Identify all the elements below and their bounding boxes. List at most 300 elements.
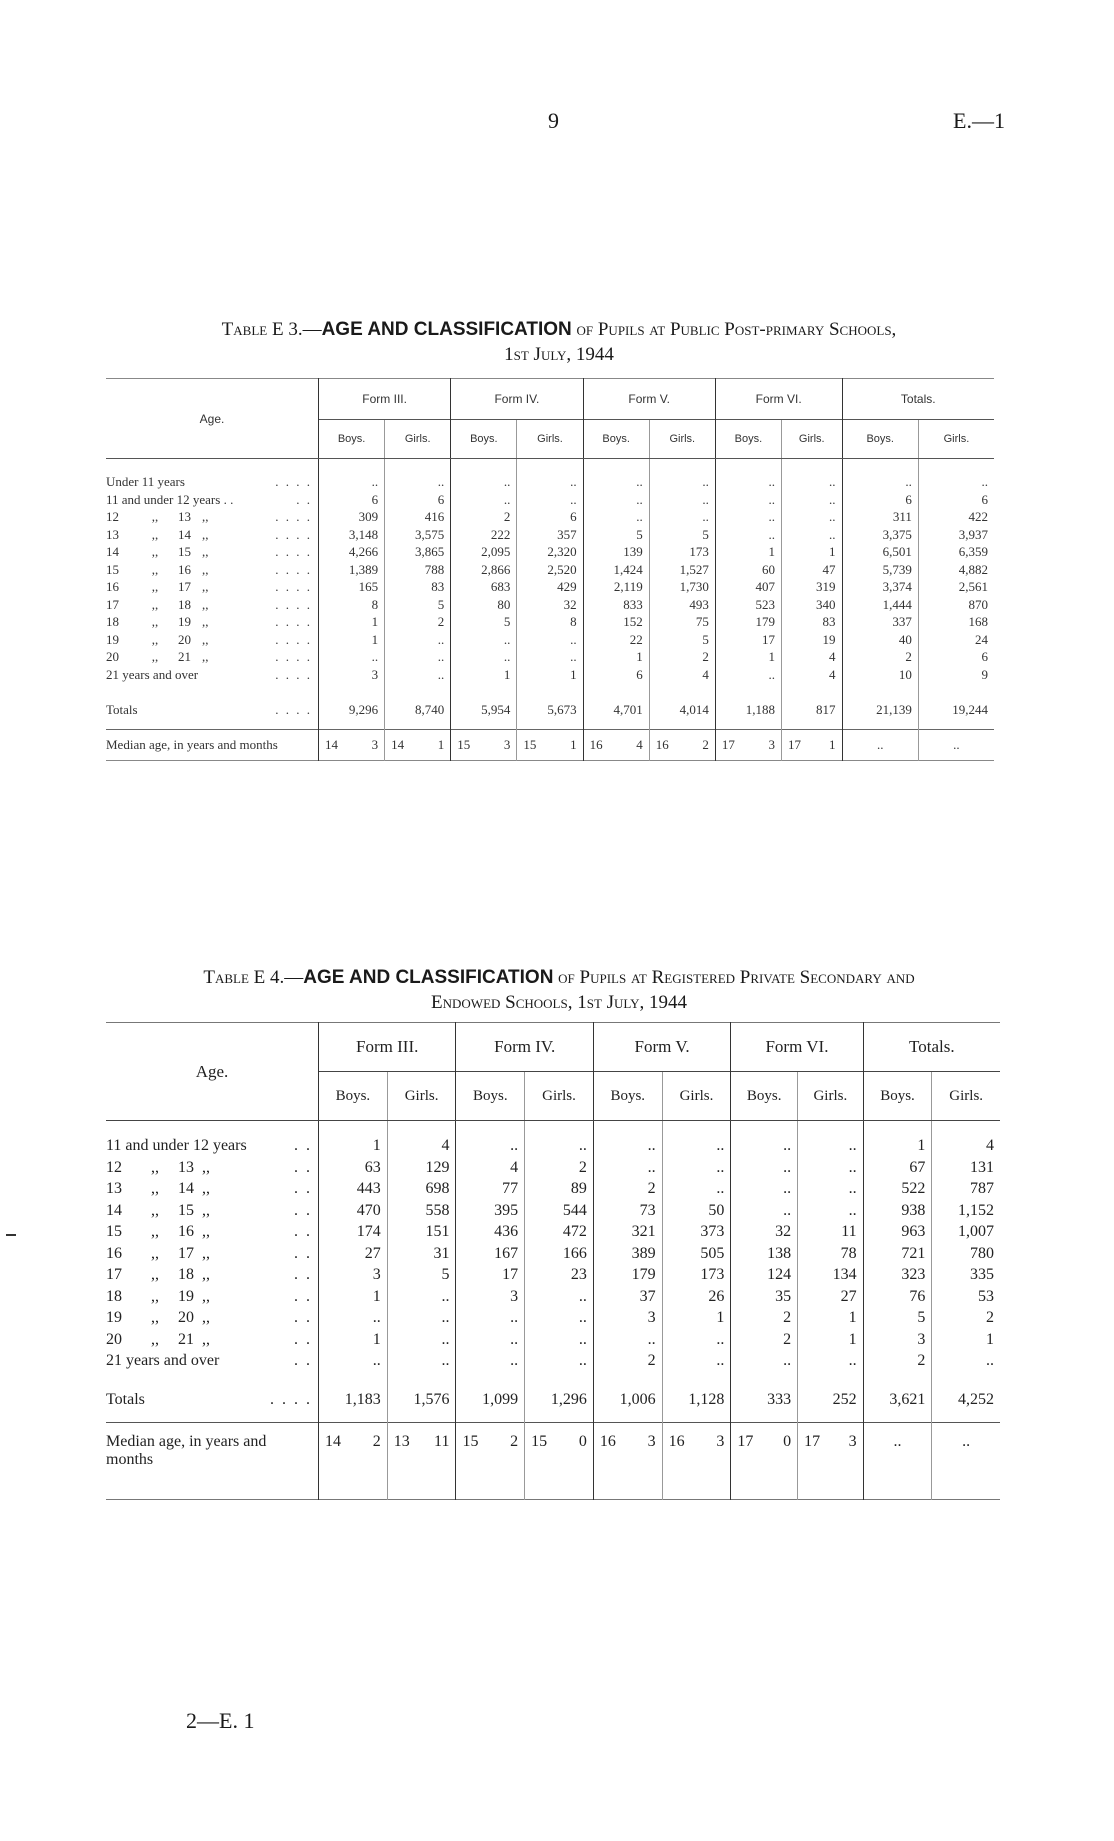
- total-value: 1,128: [662, 1372, 731, 1423]
- table-row: [106, 1121, 1000, 1157]
- boys-value: 309: [319, 508, 385, 526]
- boys-value: ..: [319, 1307, 388, 1329]
- boys-value: 63: [319, 1157, 388, 1179]
- boys-value: ..: [715, 526, 781, 544]
- girls-value: 6,359: [918, 543, 994, 561]
- girls-value: 5: [649, 631, 715, 649]
- girls-value: 134: [798, 1264, 864, 1286]
- age-from: 19: [106, 1309, 122, 1326]
- boys-value: 3: [593, 1307, 662, 1329]
- girls-value: 168: [918, 613, 994, 631]
- table-e4-title: [100, 966, 1018, 1015]
- girls-value: ..: [918, 459, 994, 491]
- median-value: [863, 1422, 932, 1499]
- boys-value: 522: [863, 1178, 932, 1200]
- girls-value: ..: [798, 1200, 864, 1222]
- girls-value: 787: [932, 1178, 1000, 1200]
- age-label: [106, 508, 319, 526]
- form-header: Form III.: [319, 1023, 456, 1072]
- total-value: 9,296: [319, 683, 385, 730]
- ditto-mark: ,,: [151, 509, 159, 524]
- table-row: [106, 666, 994, 684]
- age-label: [106, 631, 319, 649]
- girls-value: 1: [517, 666, 583, 684]
- age-to: 18: [178, 596, 191, 612]
- girls-value: 6: [918, 491, 994, 509]
- age-to: 21: [178, 649, 191, 664]
- total-value: 1,188: [715, 683, 781, 730]
- girls-value: 2,561: [918, 578, 994, 596]
- boys-subheader: Boys.: [319, 1072, 388, 1121]
- median-years: 17: [721, 737, 735, 752]
- girls-subheader: Girls.: [798, 1072, 864, 1121]
- girls-value: ..: [662, 1178, 731, 1200]
- age-label: [106, 543, 319, 561]
- girls-value: 422: [918, 508, 994, 526]
- median-value: [456, 1422, 525, 1499]
- total-value: 4,252: [932, 1372, 1000, 1423]
- girls-value: 505: [662, 1243, 731, 1265]
- age-to: 13: [178, 509, 191, 524]
- age-to: 20: [178, 1309, 194, 1326]
- boys-value: ..: [451, 631, 517, 649]
- age-from: 20: [106, 649, 119, 664]
- ditto-mark: ,,: [151, 596, 159, 612]
- ditto-mark: ,,: [151, 614, 159, 629]
- total-value: 21,139: [842, 683, 918, 730]
- ditto-mark: ,,: [202, 1180, 210, 1197]
- boys-value: 138: [731, 1243, 798, 1265]
- boys-value: 683: [451, 578, 517, 596]
- total-value: 5,954: [451, 683, 517, 730]
- boys-value: 124: [731, 1264, 798, 1286]
- median-value: [798, 1422, 864, 1499]
- age-label: [106, 459, 319, 491]
- table-row: [106, 543, 994, 561]
- age-to: 18: [178, 1266, 194, 1283]
- boys-value: 37: [593, 1286, 662, 1308]
- girls-value: 4: [781, 666, 842, 684]
- girls-value: 19: [781, 631, 842, 649]
- boys-value: 323: [863, 1264, 932, 1286]
- age-text: Under 11 years: [106, 474, 185, 489]
- median-value: [319, 1422, 388, 1499]
- ditto-mark: ,,: [151, 1223, 159, 1240]
- girls-value: 1: [932, 1329, 1000, 1351]
- table-row: [106, 561, 994, 579]
- age-to: 21: [178, 1330, 194, 1348]
- girls-value: 3,575: [385, 526, 451, 544]
- boys-value: 222: [451, 526, 517, 544]
- totals-label: [106, 683, 319, 730]
- girls-value: 173: [662, 1264, 731, 1286]
- boys-value: 1: [863, 1121, 932, 1157]
- boys-value: ..: [593, 1121, 662, 1157]
- table-e4: [106, 1022, 1000, 1500]
- median-empty: ..: [893, 1432, 902, 1450]
- boys-value: 5: [583, 526, 649, 544]
- girls-value: ..: [798, 1178, 864, 1200]
- boys-value: ..: [715, 459, 781, 491]
- age-from: 16: [106, 1244, 122, 1262]
- girls-value: 89: [525, 1178, 594, 1200]
- girls-value: ..: [781, 526, 842, 544]
- girls-value: 2: [525, 1157, 594, 1179]
- form-header: Form III.: [319, 379, 451, 420]
- ditto-mark: ,,: [151, 526, 159, 542]
- girls-value: 166: [525, 1243, 594, 1265]
- girls-subheader: Girls.: [662, 1072, 731, 1121]
- girls-value: 416: [385, 508, 451, 526]
- age-to: 16: [178, 561, 191, 577]
- girls-subheader: Girls.: [525, 1072, 594, 1121]
- girls-value: 2,320: [517, 543, 583, 561]
- leader-dots: . .: [294, 1244, 312, 1262]
- girls-value: 3,937: [918, 526, 994, 544]
- median-years: 16: [668, 1432, 685, 1450]
- boys-value: 1,389: [319, 561, 385, 579]
- table-row: [106, 596, 994, 614]
- table-e4-title-bold: AGE AND CLASSIFICATION: [303, 967, 554, 988]
- boys-value: 2: [731, 1307, 798, 1329]
- form-header: Form VI.: [731, 1023, 863, 1072]
- leader-dots: . .: [294, 1137, 312, 1154]
- boys-value: 35: [731, 1286, 798, 1308]
- median-years: 15: [462, 1432, 479, 1450]
- girls-value: ..: [649, 459, 715, 491]
- table-row: [106, 459, 994, 491]
- girls-value: ..: [387, 1329, 456, 1351]
- leader-dots: . . . .: [275, 702, 312, 717]
- girls-value: ..: [932, 1350, 1000, 1372]
- girls-value: ..: [517, 491, 583, 509]
- girls-value: ..: [385, 648, 451, 666]
- median-months: 11: [434, 1432, 450, 1450]
- ditto-mark: ,,: [202, 596, 209, 612]
- girls-value: 129: [387, 1157, 456, 1179]
- boys-value: 3: [319, 1264, 388, 1286]
- boys-value: ..: [715, 491, 781, 509]
- boys-value: 4: [456, 1157, 525, 1179]
- table-e3-title-lead: Table E 3.—: [221, 319, 322, 340]
- girls-value: 780: [932, 1243, 1000, 1265]
- girls-value: ..: [385, 666, 451, 684]
- boys-value: ..: [715, 508, 781, 526]
- boys-value: ..: [456, 1329, 525, 1351]
- ditto-mark: ,,: [151, 631, 159, 647]
- leader-dots: . . . .: [275, 649, 312, 664]
- table-row: [106, 1178, 1000, 1200]
- boys-value: 67: [863, 1157, 932, 1179]
- girls-value: 1: [662, 1307, 731, 1329]
- girls-value: 5: [385, 596, 451, 614]
- age-from: 20: [106, 1330, 122, 1348]
- median-years: 15: [457, 737, 471, 752]
- age-text: 11 and under 12 years: [106, 1137, 247, 1154]
- girls-subheader: Girls.: [932, 1072, 1000, 1121]
- boys-subheader: Boys.: [583, 420, 649, 459]
- boys-value: 3: [863, 1329, 932, 1351]
- girls-value: 2: [385, 613, 451, 631]
- girls-value: ..: [662, 1329, 731, 1351]
- age-column-header: Age.: [106, 1023, 319, 1121]
- ditto-mark: ,,: [202, 1309, 210, 1326]
- table-row: [106, 1157, 1000, 1179]
- age-to: 15: [178, 1201, 194, 1219]
- girls-value: 3,865: [385, 543, 451, 561]
- leader-dots: . . . .: [275, 561, 312, 577]
- table-row: [106, 526, 994, 544]
- boys-value: 2: [842, 648, 918, 666]
- boys-value: 32: [731, 1221, 798, 1243]
- girls-value: 2,520: [517, 561, 583, 579]
- age-to: 17: [178, 579, 191, 594]
- ditto-mark: ,,: [202, 1244, 210, 1262]
- girls-value: ..: [517, 459, 583, 491]
- age-label: [106, 491, 319, 509]
- ditto-mark: ,,: [202, 1223, 210, 1240]
- ditto-mark: ,,: [202, 1158, 210, 1176]
- form-header: Totals.: [842, 379, 994, 420]
- age-label: [106, 613, 319, 631]
- age-label: [106, 1200, 319, 1222]
- boys-value: 2,866: [451, 561, 517, 579]
- age-from: 17: [106, 1266, 122, 1283]
- table-e3-title-rest: of Pupils at Public Post-primary Schools,: [571, 319, 897, 340]
- girls-value: 1,007: [932, 1221, 1000, 1243]
- boys-value: 1: [319, 613, 385, 631]
- boys-subheader: Boys.: [451, 420, 517, 459]
- total-value: 4,014: [649, 683, 715, 730]
- age-label: [106, 1264, 319, 1286]
- girls-value: 5: [649, 526, 715, 544]
- age-label: [106, 1221, 319, 1243]
- boys-value: 27: [319, 1243, 388, 1265]
- boys-value: ..: [715, 666, 781, 684]
- median-label: Median age, in years and months: [106, 730, 319, 761]
- total-value: 333: [731, 1372, 798, 1423]
- table-row: [106, 648, 994, 666]
- table-row: [106, 1350, 1000, 1372]
- leader-dots: . . . .: [275, 614, 312, 629]
- girls-value: 27: [798, 1286, 864, 1308]
- age-to: 19: [178, 1287, 194, 1305]
- age-from: 18: [106, 614, 119, 629]
- ditto-mark: ,,: [202, 1266, 210, 1283]
- girls-value: ..: [649, 491, 715, 509]
- girls-value: 1,152: [932, 1200, 1000, 1222]
- age-from: 15: [106, 1223, 122, 1240]
- boys-value: ..: [731, 1157, 798, 1179]
- totals-text: Totals: [106, 1390, 145, 1408]
- median-months: 3: [716, 1432, 725, 1450]
- boys-value: 73: [593, 1200, 662, 1222]
- leader-dots: . . . .: [275, 544, 312, 559]
- boys-value: 22: [583, 631, 649, 649]
- age-label: [106, 1350, 319, 1372]
- girls-value: ..: [798, 1121, 864, 1157]
- median-months: 0: [578, 1432, 587, 1450]
- boys-subheader: Boys.: [842, 420, 918, 459]
- boys-value: ..: [583, 508, 649, 526]
- boys-value: 2,119: [583, 578, 649, 596]
- median-months: 4: [636, 737, 643, 752]
- boys-value: ..: [731, 1350, 798, 1372]
- ditto-mark: ,,: [202, 544, 209, 559]
- boys-value: 721: [863, 1243, 932, 1265]
- boys-subheader: Boys.: [456, 1072, 525, 1121]
- girls-value: 788: [385, 561, 451, 579]
- boys-value: 152: [583, 613, 649, 631]
- age-text: 21 years and over: [106, 666, 199, 682]
- girls-value: ..: [781, 491, 842, 509]
- age-label: [106, 1157, 319, 1179]
- age-from: 12: [106, 1158, 122, 1176]
- median-value: [451, 730, 517, 761]
- age-to: 19: [178, 614, 191, 629]
- age-label: [106, 666, 319, 684]
- leader-dots: . . . .: [275, 631, 312, 647]
- boys-value: 60: [715, 561, 781, 579]
- boys-value: ..: [456, 1307, 525, 1329]
- totals-row: [106, 683, 994, 730]
- median-years: 14: [325, 737, 338, 752]
- form-header: Form IV.: [451, 379, 583, 420]
- median-years: 16: [599, 1432, 616, 1450]
- age-label: [106, 648, 319, 666]
- median-months: 1: [437, 737, 445, 752]
- total-value: 5,673: [517, 683, 583, 730]
- girls-value: 11: [798, 1221, 864, 1243]
- form-header: Form V.: [593, 1023, 730, 1072]
- girls-value: 83: [781, 613, 842, 631]
- leader-dots: . .: [296, 491, 312, 507]
- age-to: 16: [178, 1223, 194, 1240]
- median-value: [517, 730, 583, 761]
- median-months: 3: [848, 1432, 857, 1450]
- median-years: 15: [523, 737, 537, 752]
- boys-value: 165: [319, 578, 385, 596]
- boys-value: 443: [319, 1178, 388, 1200]
- girls-value: 698: [387, 1178, 456, 1200]
- median-months: 0: [783, 1432, 792, 1450]
- girls-value: 319: [781, 578, 842, 596]
- boys-value: 77: [456, 1178, 525, 1200]
- median-months: 3: [768, 737, 775, 752]
- girls-value: ..: [798, 1350, 864, 1372]
- form-header: Form IV.: [456, 1023, 593, 1072]
- age-column-header: Age.: [106, 379, 319, 459]
- boys-value: 5: [451, 613, 517, 631]
- median-value: [731, 1422, 798, 1499]
- boys-value: 963: [863, 1221, 932, 1243]
- median-row: [106, 730, 994, 761]
- girls-subheader: Girls.: [517, 420, 583, 459]
- girls-value: ..: [387, 1350, 456, 1372]
- median-value: [715, 730, 781, 761]
- age-label: [106, 1329, 319, 1351]
- boys-value: 76: [863, 1286, 932, 1308]
- ditto-mark: ,,: [202, 509, 209, 524]
- girls-value: ..: [525, 1121, 594, 1157]
- age-to: 17: [178, 1244, 194, 1262]
- boys-value: ..: [451, 459, 517, 491]
- age-from: 13: [106, 1180, 122, 1197]
- age-label: [106, 1307, 319, 1329]
- age-label: [106, 578, 319, 596]
- leader-dots: . . . .: [275, 596, 312, 612]
- median-value: [918, 730, 994, 761]
- total-value: 8,740: [385, 683, 451, 730]
- age-from: 14: [106, 544, 119, 559]
- age-to: 15: [178, 544, 191, 559]
- ditto-mark: ,,: [202, 649, 209, 664]
- boys-value: 4,266: [319, 543, 385, 561]
- boys-value: 2: [593, 1350, 662, 1372]
- table-e4-title-line2: Endowed Schools, 1st July, 1944: [431, 991, 687, 1013]
- boys-value: 17: [715, 631, 781, 649]
- table-row: [106, 1243, 1000, 1265]
- median-months: 3: [503, 737, 511, 752]
- median-months: 2: [372, 1432, 381, 1450]
- boys-subheader: Boys.: [731, 1072, 798, 1121]
- boys-value: 1: [451, 666, 517, 684]
- median-years: 13: [393, 1432, 410, 1450]
- ditto-mark: ,,: [151, 1287, 159, 1305]
- girls-value: 1: [781, 543, 842, 561]
- girls-value: 870: [918, 596, 994, 614]
- girls-value: ..: [387, 1286, 456, 1308]
- boys-value: 179: [593, 1264, 662, 1286]
- girls-value: 53: [932, 1286, 1000, 1308]
- median-value: [932, 1422, 1000, 1499]
- leader-dots: . . . .: [270, 1390, 312, 1408]
- ditto-mark: ,,: [151, 1330, 159, 1348]
- girls-value: 4,882: [918, 561, 994, 579]
- boys-value: 167: [456, 1243, 525, 1265]
- leader-dots: . .: [294, 1266, 312, 1283]
- ditto-mark: ,,: [202, 631, 209, 647]
- median-years: 17: [737, 1432, 754, 1450]
- age-from: 17: [106, 596, 119, 612]
- boys-value: 1: [319, 1329, 388, 1351]
- leader-dots: . .: [294, 1352, 312, 1369]
- age-label: [106, 1286, 319, 1308]
- boys-value: 3: [319, 666, 385, 684]
- girls-value: 131: [932, 1157, 1000, 1179]
- page-footer: 2—E. 1: [186, 1708, 255, 1733]
- leader-dots: . .: [294, 1201, 312, 1219]
- table-row: [106, 1307, 1000, 1329]
- boys-value: 470: [319, 1200, 388, 1222]
- girls-value: 4: [649, 666, 715, 684]
- age-to: 13: [178, 1158, 194, 1176]
- ditto-mark: ,,: [151, 1180, 159, 1197]
- median-months: 1: [829, 737, 836, 752]
- boys-value: 2: [451, 508, 517, 526]
- girls-value: 32: [517, 596, 583, 614]
- boys-value: 938: [863, 1200, 932, 1222]
- boys-value: 6: [583, 666, 649, 684]
- girls-value: ..: [525, 1286, 594, 1308]
- boys-value: 395: [456, 1200, 525, 1222]
- age-label: [106, 596, 319, 614]
- boys-subheader: Boys.: [319, 420, 385, 459]
- boys-value: 8: [319, 596, 385, 614]
- boys-value: 6: [842, 491, 918, 509]
- ditto-mark: ,,: [151, 1266, 159, 1283]
- totals-text: Totals: [106, 702, 138, 717]
